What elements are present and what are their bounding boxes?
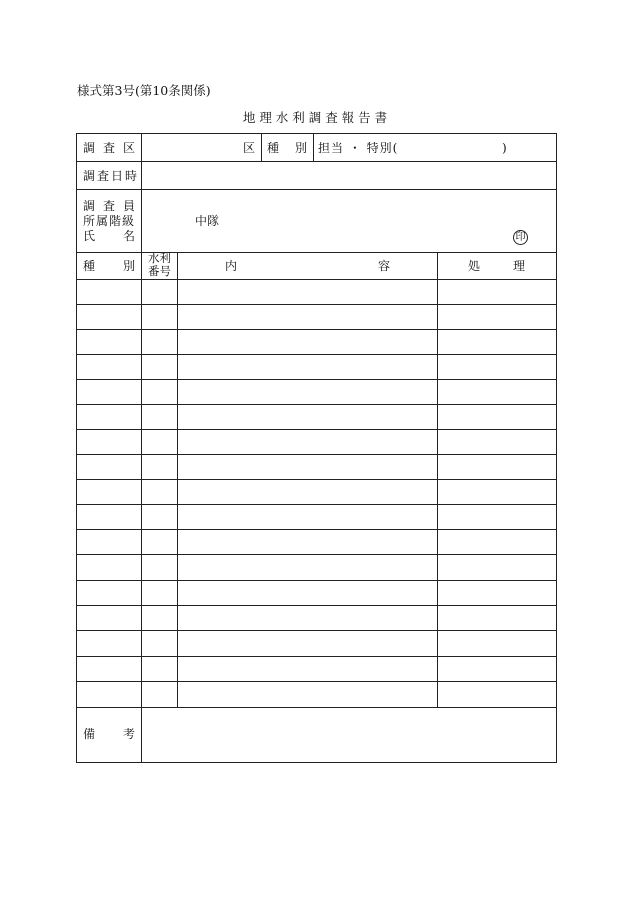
remarks-label: 備 考 <box>83 727 135 741</box>
survey-datetime-label: 調査日時 <box>83 169 140 183</box>
surveyor-label-line2: 所属階級 <box>83 214 136 228</box>
row-divider <box>76 479 557 480</box>
row-divider <box>76 404 557 405</box>
survey-area-field[interactable] <box>142 134 240 160</box>
row-divider <box>76 656 557 657</box>
column-header-water-number-line1: 水利 <box>148 251 171 265</box>
form-number: 様式第3号(第10条関係) <box>77 83 211 98</box>
seal-mark: 印 <box>513 230 528 245</box>
unit-field[interactable] <box>142 190 192 251</box>
special-assignment-field[interactable] <box>410 134 500 160</box>
unit-suffix: 中隊 <box>195 214 220 228</box>
row-divider <box>76 580 557 581</box>
column-divider <box>437 252 438 707</box>
surveyor-label-line1: 調 査 員 <box>83 199 135 213</box>
document-title: 地 理 水 利 調 査 報 告 書 <box>242 110 388 125</box>
assignment-close-paren: ) <box>502 141 507 155</box>
row-divider <box>76 504 557 505</box>
remarks-field[interactable] <box>142 708 555 761</box>
type-label: 種 別 <box>267 141 307 155</box>
row-divider <box>76 329 557 330</box>
column-header-water-number-line2: 番号 <box>148 264 171 278</box>
column-header-action: 処 理 <box>468 259 525 273</box>
ward-suffix: 区 <box>243 141 256 155</box>
survey-datetime-field[interactable] <box>142 162 555 188</box>
row-divider <box>76 429 557 430</box>
row-divider <box>76 379 557 380</box>
survey-area-label: 調 査 区 <box>83 141 135 155</box>
row-divider <box>76 304 557 305</box>
row-divider <box>76 630 557 631</box>
assignment-options: 担当 ・ 特別( <box>318 141 399 155</box>
surveyor-label-line3: 氏 名 <box>83 229 135 243</box>
column-divider <box>313 133 314 161</box>
row-divider <box>76 454 557 455</box>
column-header-content: 内 容 <box>225 259 390 273</box>
surveyor-name-field[interactable] <box>230 190 500 251</box>
row-divider <box>76 681 557 682</box>
row-divider <box>76 279 557 280</box>
row-divider <box>76 554 557 555</box>
column-divider <box>177 252 178 707</box>
column-header-type: 種 別 <box>83 259 135 273</box>
column-divider <box>261 133 262 161</box>
row-divider <box>76 354 557 355</box>
row-divider <box>76 529 557 530</box>
row-divider <box>76 605 557 606</box>
